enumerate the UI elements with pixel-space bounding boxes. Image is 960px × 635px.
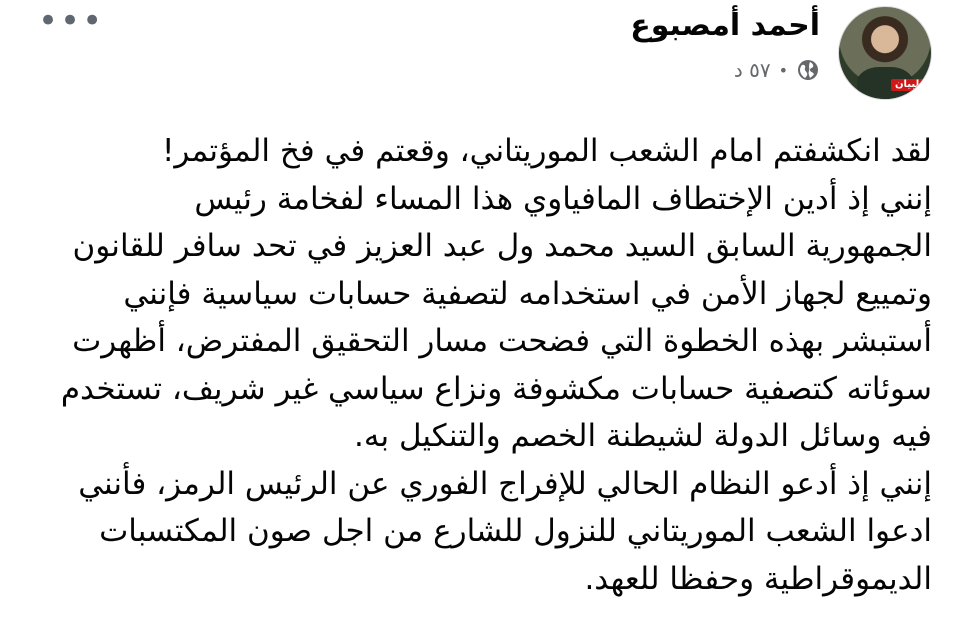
globe-icon[interactable] (796, 58, 820, 82)
post-meta (734, 58, 820, 82)
post-line: لقد انكشفتم امام الشعب الموريتاني، وقعتم في فخ المؤتمر! (161, 133, 932, 169)
author-name[interactable]: أحمد أمصبوع (630, 8, 820, 43)
avatar-badge: لبيان (891, 79, 923, 91)
post-line: ادعوا الشعب الموريتاني للنزول للشارع من اجل صون المكتسبات (99, 513, 932, 549)
post-line: الديموقراطية وحفظا للعهد. (584, 560, 932, 597)
post-line: فيه وسائل الدولة لشيطنة الخصم والتنكيل به. (353, 418, 932, 454)
author-avatar[interactable] (838, 6, 932, 100)
post-line: إنني إذ أدين الإختطاف المافياوي هذا المساء لفخامة رئيس (194, 180, 932, 217)
post-line: إنني إذ أدعو النظام الحالي للإفراج الفوري عن الرئيس الرمز، فأنني (78, 465, 932, 502)
post-line: سوئاته كتصفية حسابات مكشوفة ونزاع سياسي غير شريف، تستخدم (60, 370, 932, 407)
post-time[interactable]: ٥٧ د (733, 58, 771, 82)
meta-separator: • (778, 60, 788, 80)
post-line: وتمييع لجهاز الأمن في استخدامه لتصفية حسابات سياسية فإنني (123, 275, 932, 312)
post-header (0, 0, 960, 110)
post-body (24, 128, 932, 603)
post-line: الجمهورية السابق السيد محمد ول عبد العزيز في تحد سافر للقانون (72, 228, 932, 264)
post-line: أستبشر بهذه الخطوة التي فضحت مسار التحقيق المفترض، أظهرت (72, 323, 932, 359)
more-options-icon[interactable]: ••• (38, 1, 105, 41)
